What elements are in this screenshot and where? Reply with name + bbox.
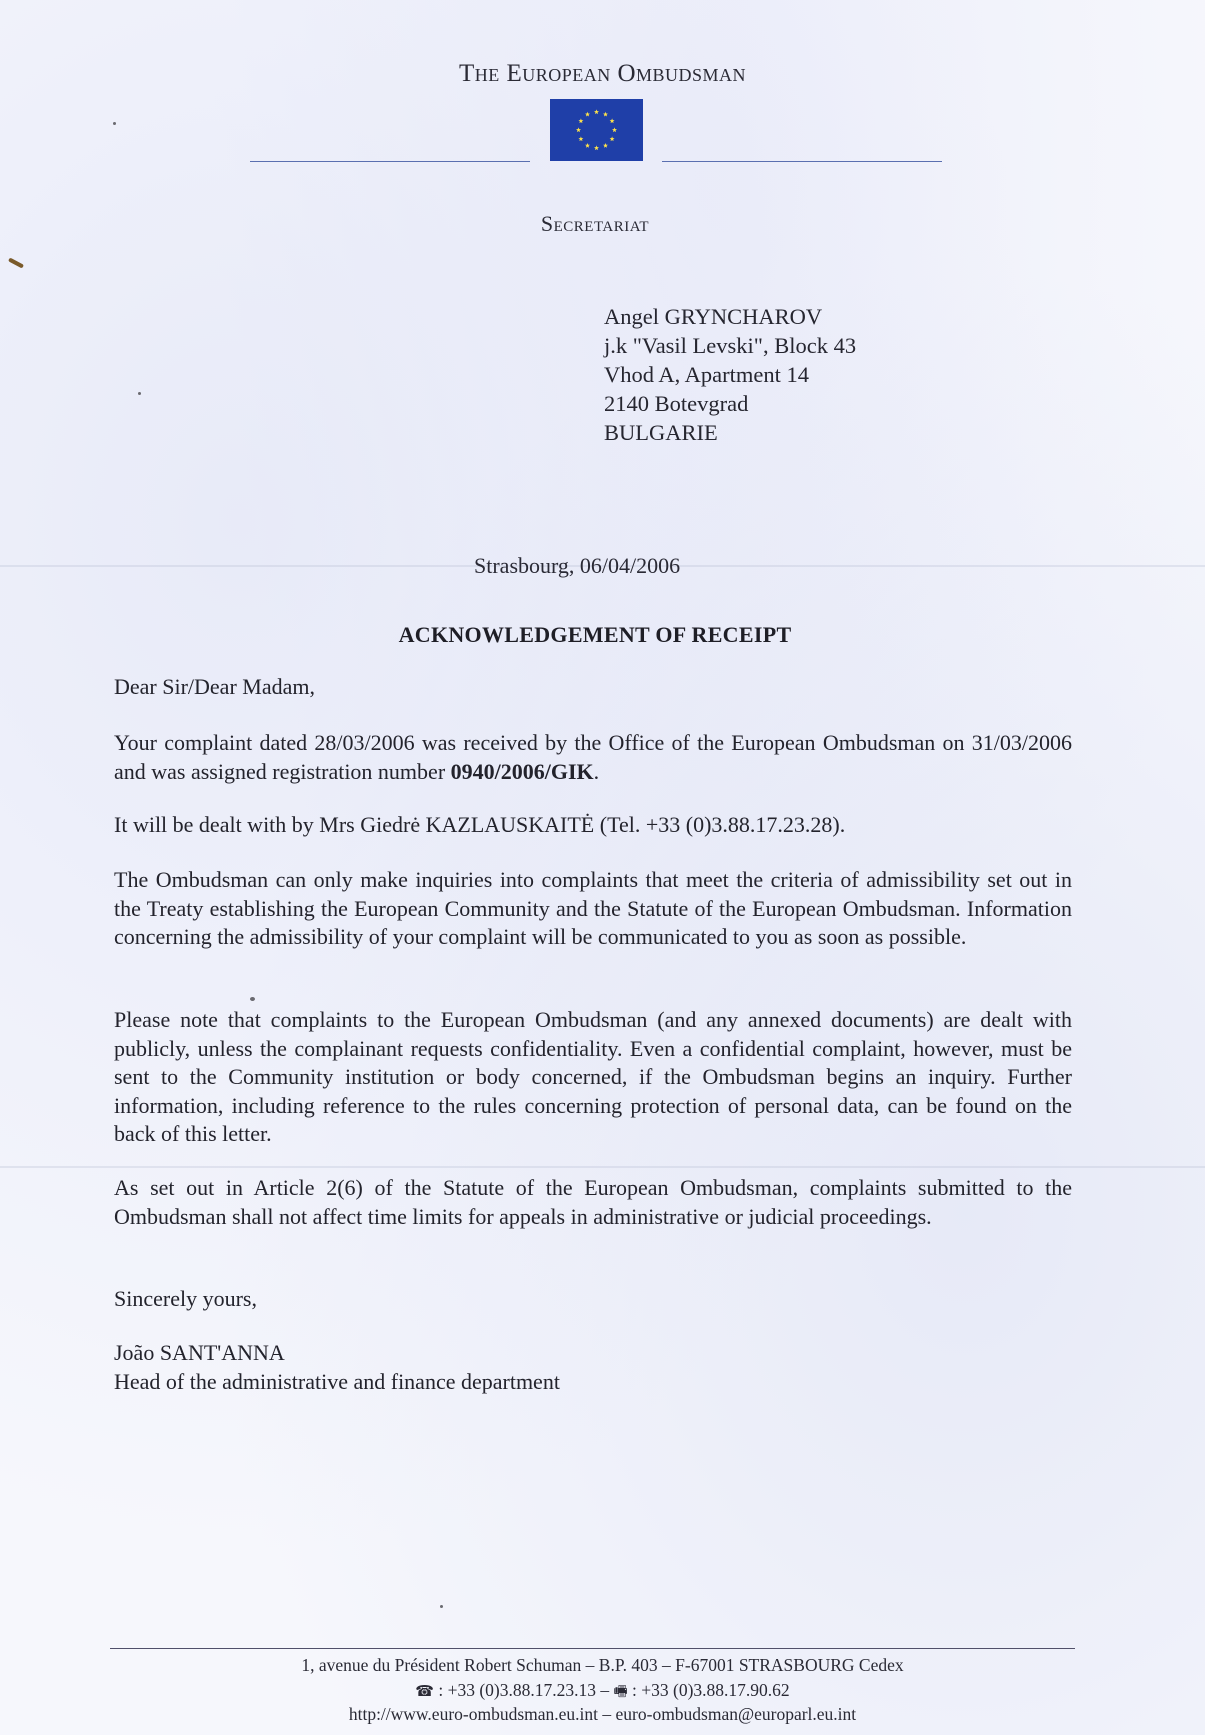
paper-speck xyxy=(250,997,255,1001)
recipient-city: 2140 Botevgrad xyxy=(604,391,749,416)
footer-phone: : +33 (0)3.88.17.23.13 – xyxy=(433,1680,614,1700)
department-name: Secretariat xyxy=(540,211,650,236)
paper-speck xyxy=(138,392,141,395)
letterhead-rule-right xyxy=(662,161,942,162)
paper-speck xyxy=(113,122,116,125)
paper-mark xyxy=(8,257,24,268)
registration-number: 0940/2006/GIK xyxy=(450,758,594,784)
recipient-country: BULGARIE xyxy=(604,420,718,445)
recipient-street: j.k "Vasil Levski", Block 43 xyxy=(604,333,857,358)
recipient-name: Angel GRYNCHAROV xyxy=(604,304,823,329)
eu-flag-icon xyxy=(550,99,643,161)
paper-speck xyxy=(440,1605,443,1608)
letterhead-title: The European Ombudsman xyxy=(458,60,747,87)
letter-subject: ACKNOWLEDGEMENT OF RECEIPT xyxy=(398,622,792,647)
fax-icon: 🖷 xyxy=(613,1682,628,1700)
phone-icon: ☎ xyxy=(415,1682,434,1700)
footer-contact xyxy=(0,1680,1205,1706)
paragraph-confidentiality: Please note that complaints to the European Ombudsman (and any annexed documents) are dealt with publicly, unless the complainant requests confidentiality. Even a confidential complaint, however, must be sent to the Community institution or body concerned, if the Ombudsman begins an inquiry. Further information, including reference to the rules concerning protection of personal data, can be found on the back of this letter. xyxy=(114,1007,1072,1146)
paper-fold-line xyxy=(0,1166,1205,1168)
closing: Sincerely yours, xyxy=(114,1286,257,1311)
letter-date: Strasbourg, 06/04/2006 xyxy=(474,553,681,578)
paragraph-text: . xyxy=(593,758,600,784)
paragraph-text: Your complaint dated 28/03/2006 was received by the Office of the European Ombudsman on 31/03/2006 and was assigned registration number xyxy=(114,730,1072,784)
recipient-address xyxy=(604,302,856,447)
paragraph-complaint-received xyxy=(114,729,1072,786)
footer-rule xyxy=(110,1648,1075,1649)
signature-block xyxy=(114,1339,1072,1396)
recipient-building: Vhod A, Apartment 14 xyxy=(604,362,809,387)
footer-fax: : +33 (0)3.88.17.90.62 xyxy=(627,1680,790,1700)
salutation: Dear Sir/Dear Madam, xyxy=(114,674,315,699)
footer-address: 1, avenue du Président Robert Schuman – B.P. 403 – F-67001 STRASBOURG Cedex xyxy=(301,1655,904,1675)
paragraph-case-handler: It will be dealt with by Mrs Giedrė KAZLAUSKAITĖ (Tel. +33 (0)3.88.17.23.28). xyxy=(114,812,846,837)
signer-name: João SANT'ANNA xyxy=(114,1340,285,1365)
paragraph-admissibility: The Ombudsman can only make inquiries into complaints that meet the criteria of admissibility set out in the Treaty establishing the European Community and the Statute of the European Ombudsman. Information concerning the admissibility of your complaint will be communicated to you as soon as possible. xyxy=(114,867,1072,949)
footer-web: http://www.euro-ombudsman.eu.int – euro-ombudsman@europarl.eu.int xyxy=(348,1704,857,1724)
signer-title: Head of the administrative and finance department xyxy=(114,1368,560,1394)
paragraph-time-limits: As set out in Article 2(6) of the Statute of the European Ombudsman, complaints submitted to the Ombudsman shall not affect time limits for appeals in administrative or judicial proceedings. xyxy=(114,1175,1072,1229)
letterhead-rule-left xyxy=(250,161,530,162)
